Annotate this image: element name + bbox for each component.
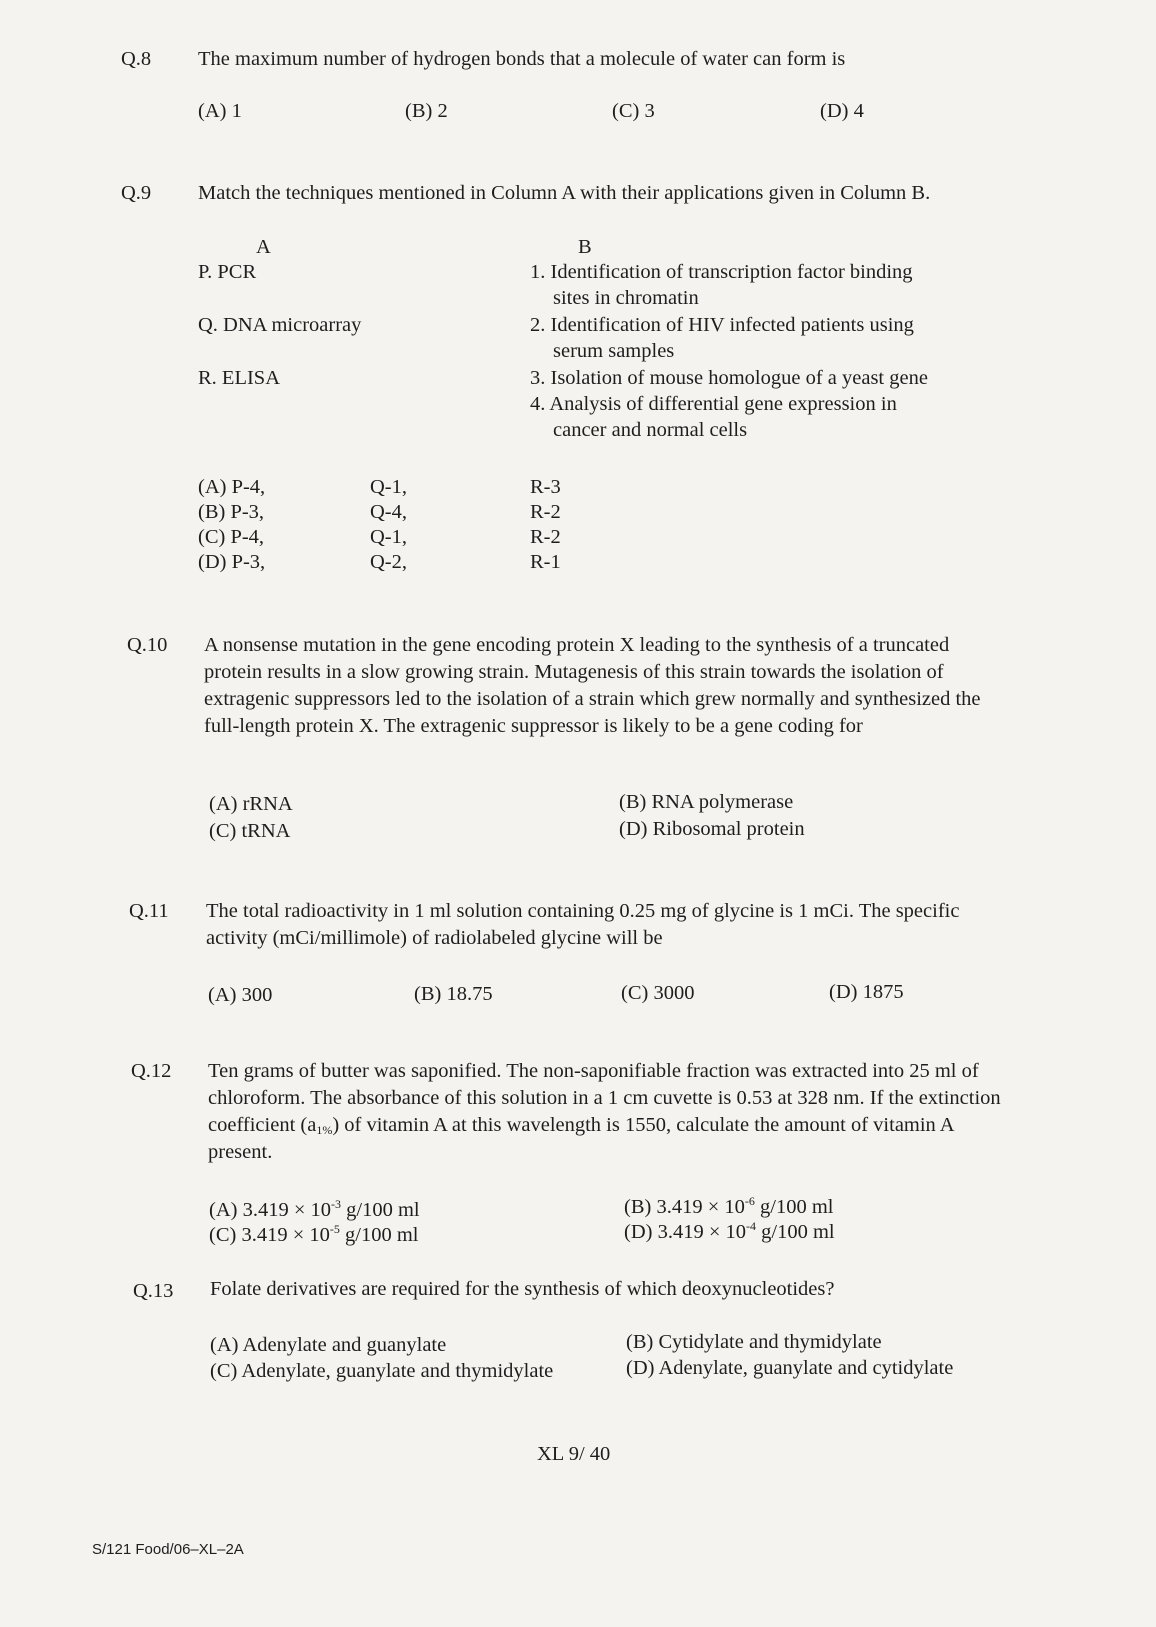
- option-d: (D) $3.419 \times 10^{-4}$ g/100 ml: [624, 1219, 835, 1243]
- question-number: Q.12: [131, 1060, 172, 1082]
- option-a: (A) rRNA: [209, 793, 293, 815]
- option-d-r: R-1: [530, 551, 561, 573]
- option-b-r: R-2: [530, 501, 561, 523]
- column-b-item-cont: serum samples: [553, 340, 675, 362]
- option-b: (B) P-3,: [198, 501, 265, 523]
- option-a-q: Q-1,: [370, 476, 408, 498]
- question-number: Q.9: [121, 182, 152, 204]
- question-text: The total radioactivity in 1 ml solution containing 0.25 mg of glycine is 1 mCi. The specific activity (mCi/millimole) of radiolabeled glycine will be: [206, 900, 960, 949]
- option-a: (A) P-4,: [198, 476, 266, 498]
- page-number: XL 9/ 40: [537, 1443, 611, 1465]
- option-a: (A) 300: [208, 984, 273, 1006]
- question-text: Match the techniques mentioned in Column A with their applications given in Column B.: [198, 182, 931, 204]
- option-d-q: Q-2,: [370, 551, 408, 573]
- option-a: (A) 1: [198, 100, 242, 122]
- column-b-item-cont: cancer and normal cells: [553, 419, 748, 441]
- option-b: (B) Cytidylate and thymidylate: [626, 1331, 882, 1353]
- option-d: (D) Adenylate, guanylate and cytidylate: [626, 1357, 954, 1379]
- question-number: Q.13: [133, 1280, 174, 1302]
- option-a-r: R-3: [530, 476, 561, 498]
- column-a-item: P. PCR: [198, 261, 257, 283]
- question-number: Q.11: [129, 900, 169, 922]
- question-number: Q.8: [121, 48, 152, 70]
- option-c-r: R-2: [530, 526, 561, 548]
- question-text: Folate derivatives are required for the synthesis of which deoxynucleotides?: [210, 1278, 835, 1300]
- option-d: (D) 4: [820, 100, 864, 122]
- column-b-header: B: [578, 236, 592, 258]
- question-number: Q.10: [127, 634, 168, 656]
- column-b-item: 2. Identification of HIV infected patients using: [530, 314, 914, 336]
- paper-code: S/121 Food/06–XL–2A: [92, 1541, 244, 1558]
- option-c: (C) 3000: [621, 982, 695, 1004]
- option-b: (B) 2: [405, 100, 448, 122]
- option-a: (A) Adenylate and guanylate: [210, 1334, 447, 1356]
- option-b: (B) $3.419 \times 10^{-6}$ g/100 ml: [624, 1194, 834, 1218]
- option-d: (D) P-3,: [198, 551, 266, 573]
- column-a-item: Q. DNA microarray: [198, 314, 362, 336]
- option-d: (D) Ribosomal protein: [619, 818, 805, 840]
- option-b: (B) 18.75: [414, 983, 493, 1005]
- option-d: (D) 1875: [829, 981, 904, 1003]
- column-a-item: R. ELISA: [198, 367, 280, 389]
- option-c: (C) Adenylate, guanylate and thymidylate: [210, 1360, 554, 1382]
- option-b-q: Q-4,: [370, 501, 408, 523]
- option-c: (C) tRNA: [209, 820, 291, 842]
- option-c: (C) P-4,: [198, 526, 265, 548]
- option-b: (B) RNA polymerase: [619, 791, 794, 813]
- question-text: The maximum number of hydrogen bonds that a molecule of water can form is: [198, 48, 846, 70]
- option-c: (C) $3.419 \times 10^{-5}$ g/100 ml: [209, 1222, 419, 1246]
- column-b-item-cont: sites in chromatin: [553, 287, 699, 309]
- question-text: A nonsense mutation in the gene encoding protein X leading to the synthesis of a truncated protein results in a slow growing strain. Mutagenesis of this strain towards the isolation of extragenic suppressors led to the isolation of a strain which grew normally and synthesized the full-length protein X. The extragenic suppressor is likely to be a gene coding for: [204, 634, 981, 737]
- question-text: Ten grams of butter was saponified. The non-saponifiable fraction was extracted into 25 ml of chloroform. The absorbance of this solution in a 1 cm cuvette is 0.53 at 328 nm. If the extinction coefficient $(a_{1\%})$ of vitamin A at this wavelength is 1550, calculate the amount of vitamin A present.: [208, 1060, 1001, 1163]
- option-c: (C) 3: [612, 100, 655, 122]
- column-b-item: 4. Analysis of differential gene expression in: [530, 393, 897, 415]
- option-a: (A) $3.419 \times 10^{-3}$ g/100 ml: [209, 1197, 420, 1221]
- column-b-item: 3. Isolation of mouse homologue of a yeast gene: [530, 367, 928, 389]
- column-a-header: A: [256, 236, 271, 258]
- column-b-item: 1. Identification of transcription factor binding: [530, 261, 913, 283]
- option-c-q: Q-1,: [370, 526, 408, 548]
